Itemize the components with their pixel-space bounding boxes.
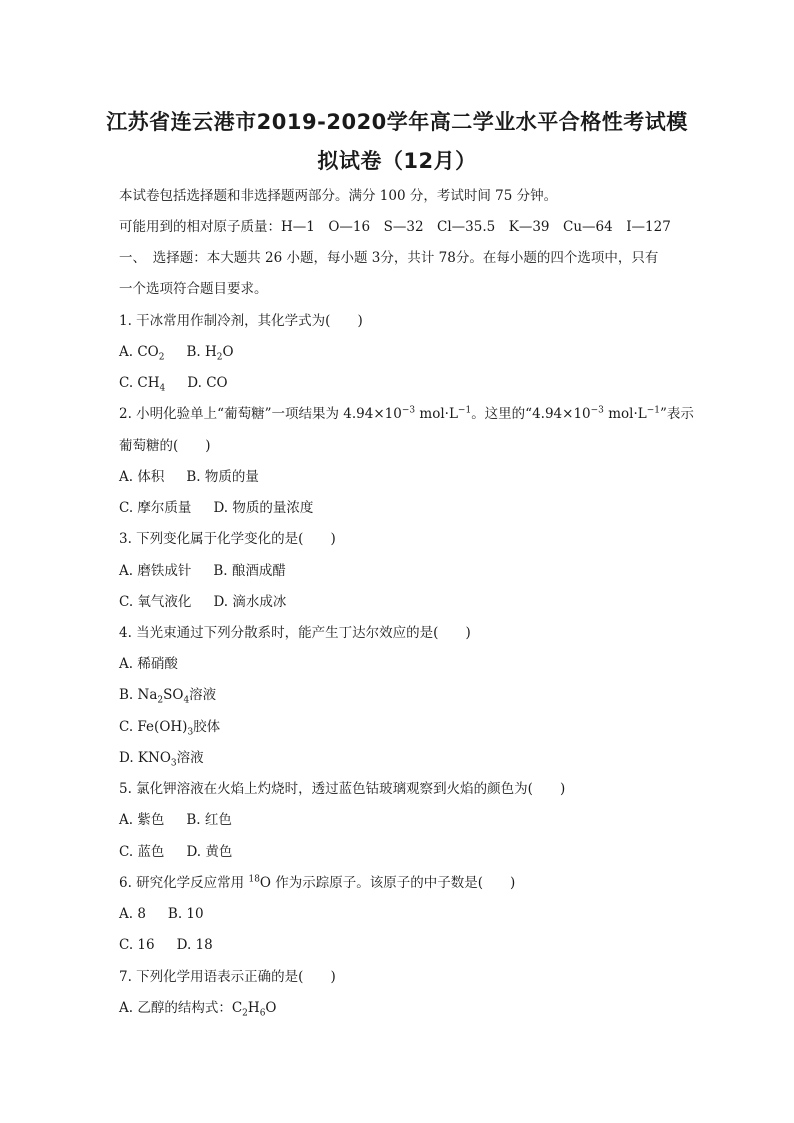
q5-options-row2 bbox=[119, 843, 232, 861]
q3-option-a: A. 磨铁成针 bbox=[119, 563, 192, 579]
q6-option-c: C. 16 bbox=[119, 937, 155, 953]
q6-option-b: B. 10 bbox=[167, 906, 204, 922]
q3-stem: 3. 下列变化属于化学变化的是( ) bbox=[119, 531, 336, 547]
atomic-mass-line: 可能用到的相对原子质量：H—1 O—16 S—32 Cl—35.5 K—39 Cu—64 I—127 bbox=[119, 219, 671, 235]
q6-stem: 6. 研究化学反应常用 $^{18}$O 作为示踪原子。该原子的中子数是( ) bbox=[119, 874, 516, 891]
q2-option-a: A. 体积 bbox=[119, 469, 165, 485]
q2-options-row2 bbox=[119, 499, 313, 517]
document-title-line1: 江苏省连云港市2019-2020学年高二学业水平合格性考试模 bbox=[106, 110, 688, 134]
q5-option-a: A. 紫色 bbox=[119, 812, 165, 828]
q3-option-b: B. 酿酒成醋 bbox=[213, 563, 286, 579]
q4-option-d: D. $KNO_3$溶液 bbox=[119, 750, 204, 769]
q6-options-row1 bbox=[119, 905, 204, 923]
q4-option-b: B. $Na_2SO_4$溶液 bbox=[119, 687, 217, 706]
section1-heading: 一、 选择题：本大题共 26 小题，每小题 3分，共计 78分。在每小题的四个选项中，只有 bbox=[119, 250, 659, 266]
q1-option-b: B. $H_2O$ bbox=[186, 344, 234, 363]
q1-option-c: C. $CH_4$ bbox=[119, 375, 166, 394]
q3-option-c: C. 氧气液化 bbox=[119, 594, 192, 610]
intro-description: 本试卷包括选择题和非选择题两部分。满分 100 分，考试时间 75 分钟。 bbox=[119, 188, 558, 204]
q2-option-d: D. 物质的量浓度 bbox=[213, 500, 314, 516]
q4-option-a: A. 稀硝酸 bbox=[119, 656, 178, 672]
q6-options-row2 bbox=[119, 936, 213, 954]
q5-options-row1 bbox=[119, 811, 232, 829]
q5-option-b: B. 红色 bbox=[186, 812, 232, 828]
q3-options-row2 bbox=[119, 593, 286, 611]
q2-stem-cont: 葡萄糖的( ) bbox=[119, 438, 211, 454]
q1-option-a: A. $CO_2$ bbox=[119, 344, 165, 363]
q6-option-a: A. 8 bbox=[119, 906, 146, 922]
q2-stem: 2. 小明化验单上“葡萄糖”一项结果为 $4.94\times 10^{-3}$ $mol\cdot L^{-1}$。这里的“$4.94\times 10^{-3}$ $mol\cdot L^{-1}$”表示 bbox=[119, 405, 694, 422]
q2-option-b: B. 物质的量 bbox=[186, 469, 259, 485]
q3-option-d: D. 滴水成冰 bbox=[213, 594, 287, 610]
q1-options-row2 bbox=[119, 374, 228, 392]
q4-stem: 4. 当光束通过下列分散系时，能产生丁达尔效应的是( ) bbox=[119, 625, 471, 641]
section1-heading-cont: 一个选项符合题目要求。 bbox=[119, 281, 268, 297]
q7-option-a: A. 乙醇的结构式：$C_2H_6O$ bbox=[119, 1000, 277, 1019]
q1-option-d: D. CO bbox=[187, 375, 228, 391]
q3-options-row1 bbox=[119, 562, 286, 580]
q1-options-row1 bbox=[119, 343, 234, 361]
q4-option-c: C. $Fe(OH)_3$胶体 bbox=[119, 719, 221, 738]
q7-stem: 7. 下列化学用语表示正确的是( ) bbox=[119, 969, 336, 985]
document-title-line2: 拟试卷（12月） bbox=[317, 149, 477, 173]
q5-option-c: C. 蓝色 bbox=[119, 844, 165, 860]
q5-stem: 5. 氯化钾溶液在火焰上灼烧时，透过蓝色钴玻璃观察到火焰的颜色为( ) bbox=[119, 781, 566, 797]
q1-stem: 1. 干冰常用作制冷剂，其化学式为( ) bbox=[119, 313, 363, 329]
q2-options-row1 bbox=[119, 468, 259, 486]
q2-option-c: C. 摩尔质量 bbox=[119, 500, 192, 516]
q6-option-d: D. 18 bbox=[176, 937, 213, 953]
q5-option-d: D. 黄色 bbox=[186, 844, 233, 860]
